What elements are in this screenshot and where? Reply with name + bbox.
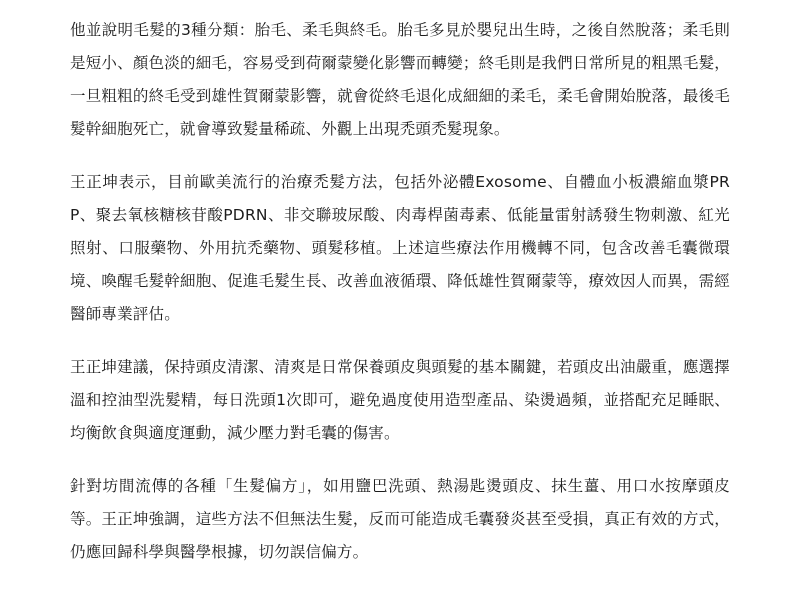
paragraph: 王正坤表示，目前歐美流行的治療禿髮方法，包括外泌體Exosome、自體血小板濃縮血漿PRP、聚去氧核糖核苷酸PDRN、非交聯玻尿酸、肉毒桿菌毒素、低能量雷射誘發生物刺激、紅光照射、口服藥物、外用抗禿藥物、頭髮移植。上述這些療法作用機轉不同，包含改善毛囊微環境、喚醒毛髮幹細胞、促進毛髮生長、改善血液循環、降低雄性賀爾蒙等，療效因人而異，需經醫師專業評估。 bbox=[70, 173, 730, 323]
paragraph: 王正坤建議，保持頭皮清潔、清爽是日常保養頭皮與頭髮的基本關鍵，若頭皮出油嚴重，應選擇溫和控油型洗髮精，每日洗頭1次即可，避免過度使用造型產品、染燙過頻，並搭配充足睡眠、均衡飲食與適度運動，減少壓力對毛囊的傷害。 bbox=[70, 358, 730, 442]
paragraph: 他並說明毛髮的3種分類：胎毛、柔毛與終毛。胎毛多見於嬰兒出生時，之後自然脫落；柔毛則是短小、顏色淡的細毛，容易受到荷爾蒙變化影響而轉變；終毛則是我們日常所見的粗黑毛髮，一旦粗粗的終毛受到雄性賀爾蒙影響，就會從終毛退化成細細的柔毛，柔毛會開始脫落，最後毛髮幹細胞死亡，就會導致髮量稀疏、外觀上出現禿頭禿髮現象。 bbox=[70, 21, 730, 138]
paragraph: 針對坊間流傳的各種「生髮偏方」，如用鹽巴洗頭、熱湯匙燙頭皮、抹生薑、用口水按摩頭皮等。王正坤強調，這些方法不但無法生髮，反而可能造成毛囊發炎甚至受損，真正有效的方式，仍應回歸科學與醫學根據，切勿誤信偏方。 bbox=[70, 477, 730, 561]
article-body bbox=[70, 14, 730, 569]
